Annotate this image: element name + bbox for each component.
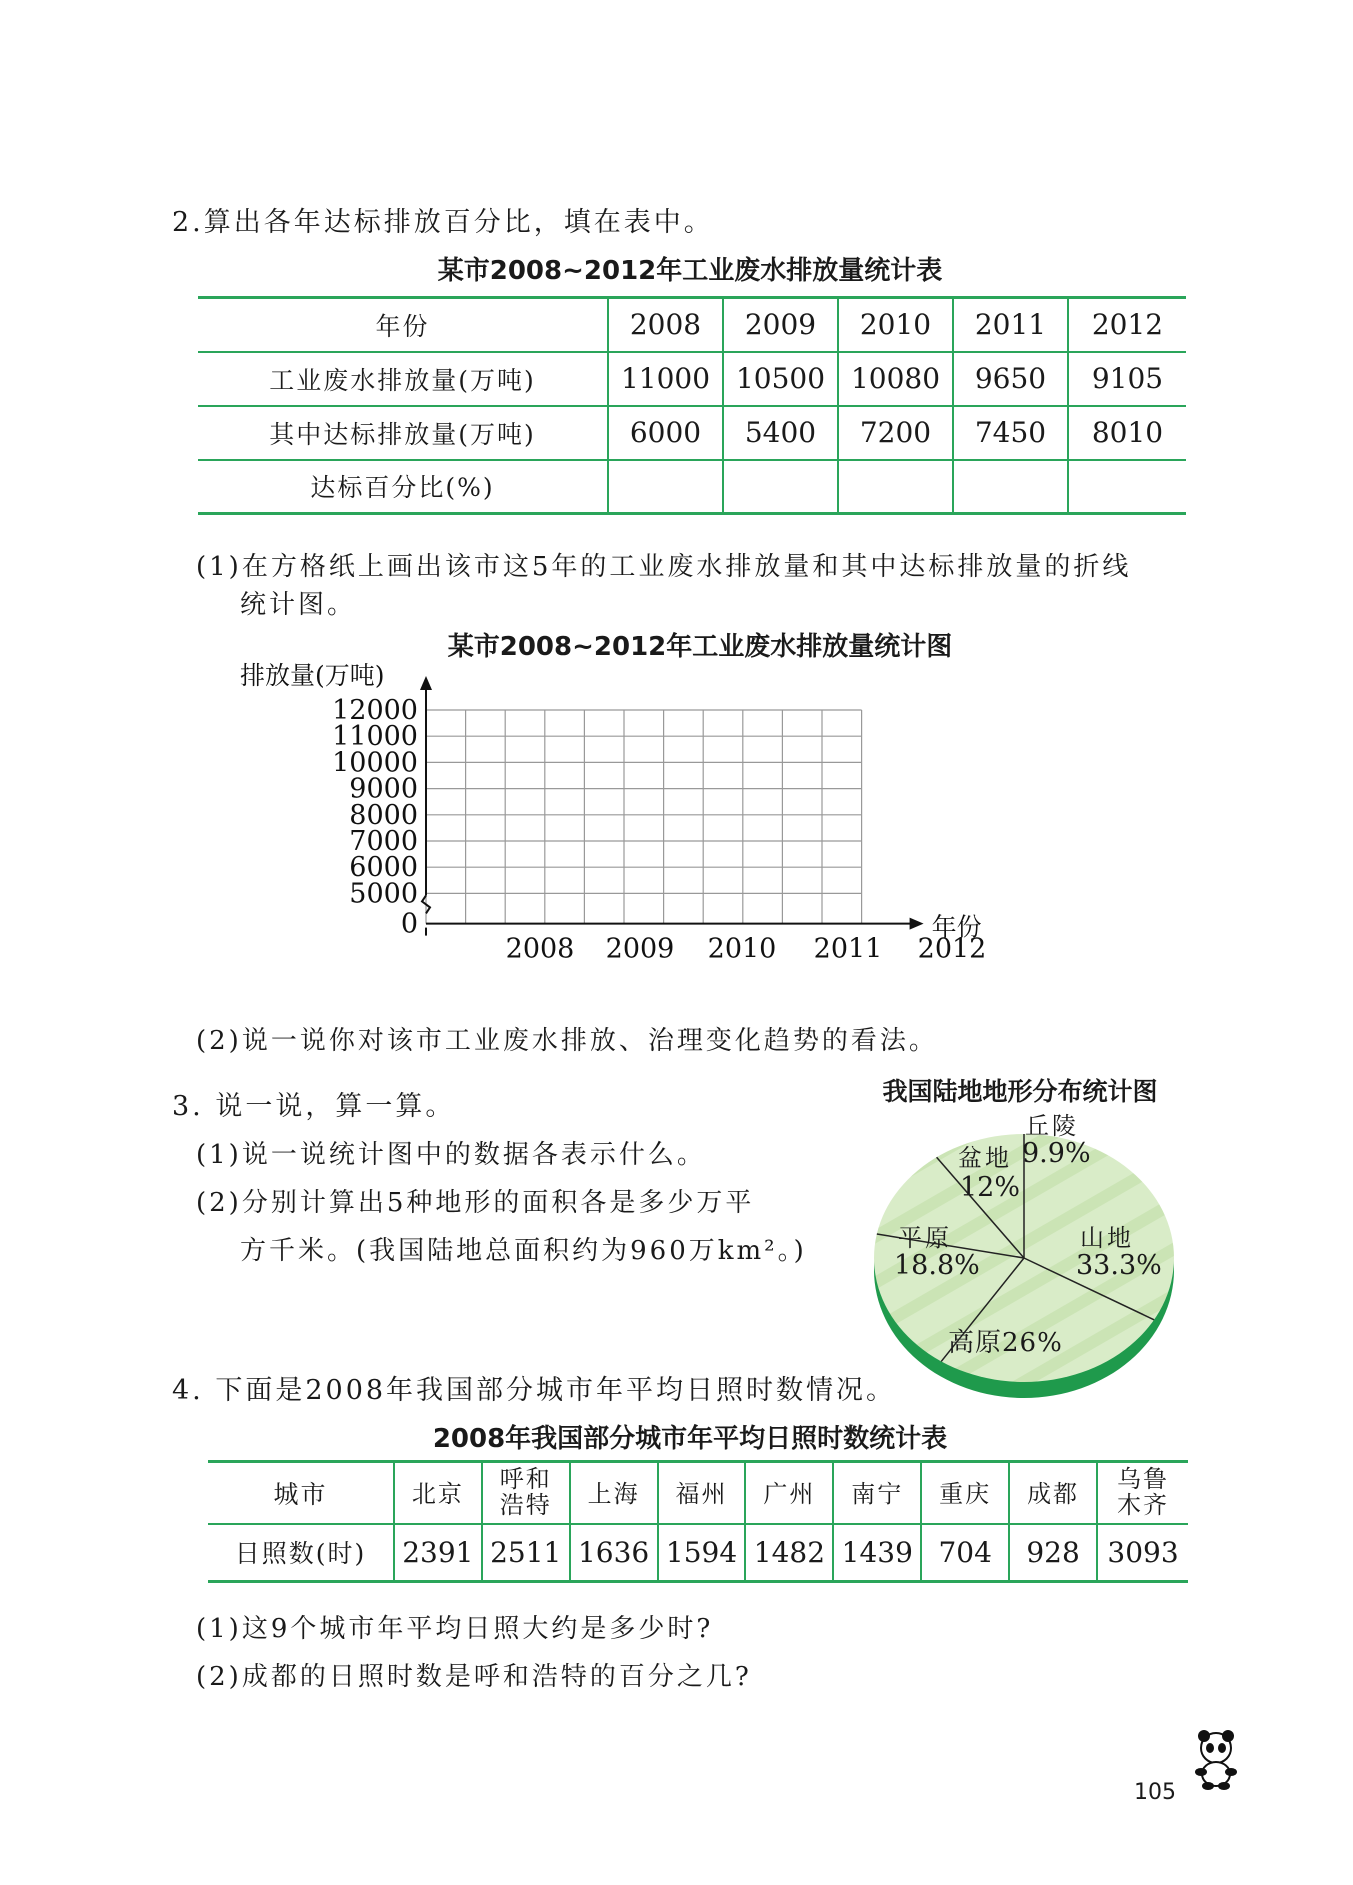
city-header [570, 1462, 658, 1524]
table-cell: 928 [1009, 1524, 1097, 1582]
pie-label-pingyuan: 平原 [898, 1224, 952, 1252]
pie-pct-pendi: 12% [960, 1172, 1021, 1203]
row-label: 达标百分比(%) [198, 460, 608, 514]
city-header [658, 1462, 746, 1524]
pie-pct-qiuling: 9.9% [1022, 1138, 1091, 1169]
pie-label-pendi: 盆地 [958, 1144, 1012, 1172]
table-row [208, 1524, 1188, 1582]
y-tick-label: 0 [400, 908, 418, 940]
table-cell: 5400 [723, 406, 838, 460]
table-cell: 2391 [394, 1524, 482, 1582]
table-cell [723, 460, 838, 514]
table-row [198, 352, 1186, 406]
header-label: 城市 [208, 1462, 394, 1524]
table-cell: 2010 [838, 298, 953, 352]
city-name-line1: 重庆 [939, 1480, 992, 1509]
table-row [198, 406, 1186, 460]
y-tick-label: 8000 [349, 799, 418, 831]
q3-sub2-line1: (2)分别计算出5种地形的面积各是多少万平 [196, 1188, 755, 1218]
y-axis-label: 排放量(万吨) [240, 661, 385, 690]
table-cell: 6000 [608, 406, 723, 460]
city-header [745, 1462, 833, 1524]
pie-pct-pingyuan: 18.8% [894, 1250, 980, 1281]
city-name-line1: 北京 [411, 1480, 464, 1509]
row-label: 其中达标排放量(万吨) [198, 406, 608, 460]
row-label: 年份 [198, 298, 608, 352]
city-header [1009, 1462, 1097, 1524]
q3-sub2-line2: 方千米。(我国陆地总面积约为960万km²。) [240, 1236, 807, 1266]
x-tick-label: 2009 [605, 933, 675, 965]
q2-title: 2.算出各年达标排放百分比，填在表中。 [172, 207, 714, 238]
city-header [394, 1462, 482, 1524]
panda-icon [1186, 1728, 1246, 1790]
q4-sub1: (1)这9个城市年平均日照大约是多少时? [196, 1614, 714, 1644]
line-chart-grid [220, 650, 1100, 1010]
table-row [198, 460, 1186, 514]
table-cell: 1594 [658, 1524, 746, 1582]
city-name-line1: 乌鲁 [1117, 1464, 1169, 1493]
table-cell: 11000 [608, 352, 723, 406]
table-cell: 2008 [608, 298, 723, 352]
y-tick-label: 12000 [332, 695, 418, 726]
q2-sub1-line2: 统计图。 [240, 590, 357, 620]
table-header-row [208, 1462, 1188, 1524]
table-cell: 2011 [953, 298, 1068, 352]
city-header [833, 1462, 921, 1524]
table-cell: 8010 [1068, 406, 1186, 460]
q2-sub1-line1: (1)在方格纸上画出该市这5年的工业废水排放量和其中达标排放量的折线 [196, 552, 1132, 582]
table-cell: 10080 [838, 352, 953, 406]
x-tick-label: 2011 [813, 933, 883, 965]
city-name-line1: 南宁 [851, 1480, 904, 1509]
table-cell: 9650 [953, 352, 1068, 406]
y-tick-label: 9000 [349, 773, 418, 805]
x-axis-arrow [910, 918, 924, 930]
table-row [198, 298, 1186, 352]
chart-title: 某市2008~2012年工业废水排放量统计图 [447, 632, 953, 662]
pie-title: 我国陆地地形分布统计图 [882, 1077, 1158, 1106]
q4-table-caption: 2008年我国部分城市年平均日照时数统计表 [432, 1424, 948, 1454]
table-cell [838, 460, 953, 514]
table-cell: 7200 [838, 406, 953, 460]
y-tick-label: 11000 [332, 721, 418, 753]
x-tick-label: 2008 [505, 933, 575, 965]
x-tick-label: 2010 [707, 933, 777, 965]
q3-sub1: (1)说一说统计图中的数据各表示什么。 [196, 1140, 706, 1170]
table-cell: 2009 [723, 298, 838, 352]
table-cell: 1439 [833, 1524, 921, 1582]
table-cell: 7450 [953, 406, 1068, 460]
pie-label-shandi: 山地 [1080, 1224, 1134, 1252]
city-name-line1: 广州 [763, 1480, 816, 1509]
pie-label-gaoyuan: 高原26% [948, 1328, 1063, 1358]
table-cell [608, 460, 723, 514]
emission-table [198, 296, 1186, 515]
table-cell: 2511 [482, 1524, 570, 1582]
x-axis-label: 年份 [931, 912, 982, 942]
table-cell: 1636 [570, 1524, 658, 1582]
q4-title: 4. 下面是2008年我国部分城市年平均日照时数情况。 [172, 1375, 897, 1406]
table-cell: 10500 [723, 352, 838, 406]
sunshine-table [208, 1460, 1188, 1583]
table-cell: 2012 [1068, 298, 1186, 352]
city-name-line1: 福州 [675, 1480, 728, 1509]
table-cell: 3093 [1097, 1524, 1188, 1582]
city-name-line1: 呼和 [499, 1464, 552, 1493]
q2-table-caption: 某市2008~2012年工业废水排放量统计表 [437, 256, 943, 286]
table-cell: 1482 [745, 1524, 833, 1582]
city-header [482, 1462, 570, 1524]
row-label: 日照数(时) [208, 1524, 394, 1582]
q2-sub2: (2)说一说你对该市工业废水排放、治理变化趋势的看法。 [196, 1026, 938, 1056]
y-tick-label: 6000 [349, 852, 418, 884]
table-cell: 704 [921, 1524, 1009, 1582]
pie-pct-shandi: 33.3% [1076, 1250, 1162, 1281]
table-cell [1068, 460, 1186, 514]
y-tick-label: 10000 [332, 747, 418, 779]
y-tick-label: 7000 [349, 826, 418, 857]
q3-title: 3. 说一说，算一算。 [172, 1091, 456, 1122]
city-name-line2: 浩特 [499, 1490, 552, 1519]
city-name-line2: 木齐 [1117, 1490, 1169, 1519]
city-name-line1: 上海 [587, 1480, 640, 1509]
city-header [921, 1462, 1009, 1524]
city-name-line1: 成都 [1027, 1480, 1080, 1509]
y-tick-label: 5000 [349, 878, 418, 910]
y-axis-arrow [420, 676, 432, 690]
table-cell: 9105 [1068, 352, 1186, 406]
x-tick-label: 2012 [917, 933, 987, 965]
table-cell [953, 460, 1068, 514]
row-label: 工业废水排放量(万吨) [198, 352, 608, 406]
pie-label-qiuling: 丘陵 [1025, 1112, 1079, 1140]
city-header [1097, 1462, 1188, 1524]
q4-sub2: (2)成都的日照时数是呼和浩特的百分之几? [196, 1662, 752, 1692]
page-number: 105 [1134, 1780, 1176, 1805]
